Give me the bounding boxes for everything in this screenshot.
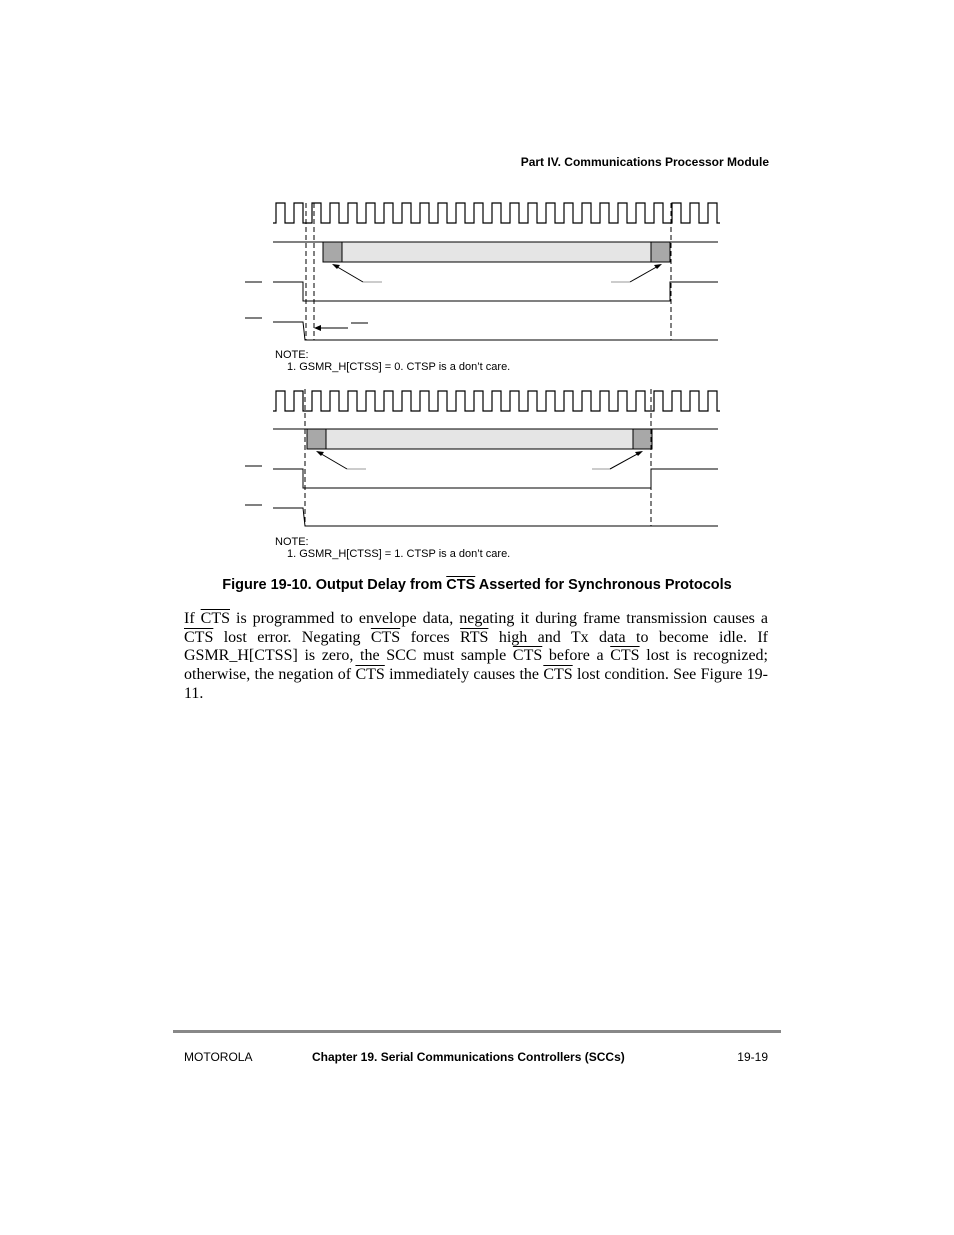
rts-waveform bbox=[245, 282, 718, 301]
footer-publisher: MOTOROLA bbox=[184, 1050, 253, 1064]
timing-diagram-ctss-0 bbox=[240, 195, 730, 347]
body-paragraph bbox=[184, 610, 768, 704]
paragraph-text: high and Tx data to become idle. If GSMR_H[CTSS] is zero, the SCC must sample bbox=[184, 628, 769, 665]
paragraph-text: lost condition. See Figure 19-11. bbox=[184, 666, 769, 702]
note-title: NOTE: bbox=[275, 349, 309, 361]
signal-name-overlined: $\overline{CTS}$ bbox=[200, 610, 230, 627]
timing-diagram-ctss-1 bbox=[240, 383, 730, 533]
footer-chapter-title: Chapter 19. Serial Communications Controllers (SCCs) bbox=[312, 1050, 625, 1064]
signal-name-overlined: $\overline{RTS}$ bbox=[460, 628, 489, 646]
callout-arrows bbox=[332, 264, 662, 282]
rts-waveform bbox=[245, 466, 718, 488]
figure-note-1 bbox=[275, 349, 510, 373]
paragraph-text: lost is recognized; otherwise, the negation of bbox=[184, 647, 768, 684]
timing-diagram-1-svg bbox=[240, 195, 730, 347]
figure-note-2 bbox=[275, 536, 510, 560]
signal-name-overlined: $\overline{CTS}$ bbox=[543, 666, 573, 684]
caption-prefix: Figure 19-10. Output Delay from bbox=[222, 577, 447, 593]
signal-name-overlined: $\overline{CTS}$ bbox=[355, 666, 385, 684]
paragraph-text: lost error. Negating bbox=[213, 628, 371, 646]
callout-arrows bbox=[316, 451, 643, 469]
clock-waveform bbox=[273, 391, 720, 411]
cts-waveform bbox=[245, 505, 718, 526]
note-item: 1. GSMR_H[CTSS] = 1. CTSP is a don’t care. bbox=[287, 548, 511, 560]
paragraph-text: immediately causes the bbox=[384, 666, 544, 684]
paragraph-text: forces bbox=[400, 628, 461, 646]
note-title: NOTE: bbox=[275, 536, 309, 548]
tx-data-frame bbox=[273, 242, 718, 262]
cts-waveform bbox=[245, 318, 718, 340]
paragraph-text: If bbox=[184, 610, 201, 627]
caption-signal-cts: $\overline{CTS}$ bbox=[446, 577, 476, 593]
paragraph-text: before a bbox=[542, 647, 611, 665]
signal-name-overlined: $\overline{CTS}$ bbox=[512, 647, 543, 665]
timing-diagram-2-svg bbox=[240, 383, 730, 533]
signal-name-overlined: $\overline{CTS}$ bbox=[184, 628, 214, 646]
caption-suffix: Asserted for Synchronous Protocols bbox=[475, 577, 732, 593]
signal-name-overlined: $\overline{CTS}$ bbox=[370, 628, 401, 646]
footer-page-number: 19-19 bbox=[737, 1050, 768, 1064]
clock-waveform bbox=[273, 203, 720, 223]
running-header: Part IV. Communications Processor Module bbox=[520, 155, 769, 169]
footer-rule bbox=[173, 1030, 781, 1033]
paragraph-text: is programmed to envelope data, negating it during frame transmission causes a bbox=[230, 610, 769, 627]
figure-caption bbox=[0, 577, 954, 593]
signal-name-overlined: $\overline{CTS}$ bbox=[610, 647, 640, 665]
note-item: 1. GSMR_H[CTSS] = 0. CTSP is a don’t care. bbox=[287, 361, 511, 373]
